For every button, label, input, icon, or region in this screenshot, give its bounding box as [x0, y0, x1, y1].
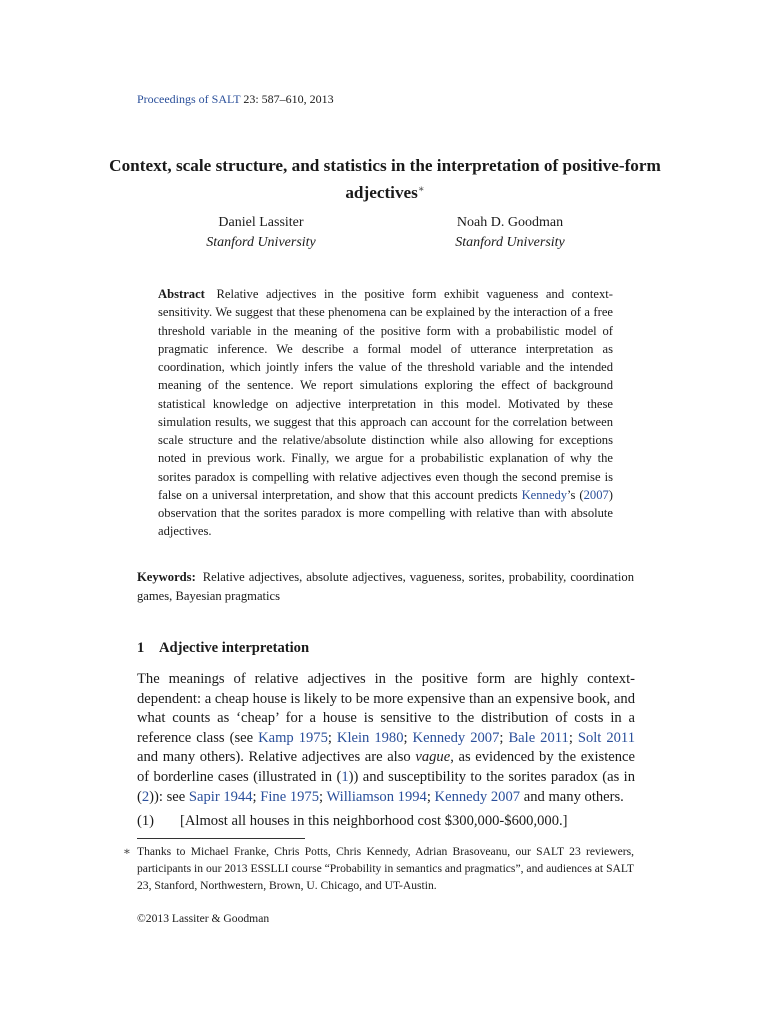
- footnote-divider: [137, 838, 305, 839]
- copyright-notice: ©2013 Lassiter & Goodman: [137, 912, 270, 925]
- abstract-text: ) observation that the sorites paradox is more compelling with relative than with absolute adjectives.: [158, 487, 613, 539]
- paper-title-text: Context, scale structure, and statistics in the interpretation of positive-form adjectives: [109, 156, 661, 202]
- citation-link[interactable]: Klein 1980: [336, 729, 404, 746]
- footnote: [123, 843, 634, 894]
- citation-link[interactable]: Sapir 1944: [188, 788, 253, 805]
- author-name: Daniel Lassiter: [218, 215, 304, 230]
- author-block-1: [131, 213, 391, 253]
- footnote-text: Thanks to Michael Franke, Chris Potts, Chris Kennedy, Adrian Brasoveanu, our SALT 23 reviewers, participants in our 2013 ESSLLI course “Probability in semantics and pragmatics”, and audiences at SALT 23, Stanford, Northwestern, Brown, U. Chicago, and UT-Austin.: [137, 845, 634, 892]
- emphasis: vague: [415, 749, 451, 766]
- author-affiliation: Stanford University: [455, 235, 565, 250]
- citation-link[interactable]: Bale 2011: [508, 729, 569, 746]
- citation-link[interactable]: Kennedy 2007: [434, 788, 521, 805]
- proceedings-details: 23: 587–610, 2013: [243, 92, 334, 106]
- body-paragraph: [137, 670, 635, 807]
- citation-link[interactable]: 2007: [583, 487, 609, 502]
- body-text: and many others). Relative adjectives are also: [137, 749, 416, 766]
- citation-link[interactable]: Kennedy: [521, 487, 568, 502]
- body-text: and many others.: [520, 788, 624, 805]
- keywords-text: Relative adjectives, absolute adjectives, vagueness, sorites, probability, coordination games, Bayesian pragmatics: [137, 570, 634, 603]
- abstract: [158, 285, 613, 541]
- body-text: ;: [319, 788, 327, 805]
- example-number: (1): [137, 813, 155, 829]
- abstract-label: Abstract: [158, 287, 205, 301]
- citation-link[interactable]: Fine 1975: [260, 788, 320, 805]
- citation-link[interactable]: Kamp 1975: [258, 729, 328, 746]
- keywords-label: Keywords:: [137, 570, 196, 584]
- proceedings-link[interactable]: Proceedings of SALT: [137, 92, 241, 106]
- keywords: [137, 568, 634, 605]
- example-text: [Almost all houses in this neighborhood cost $300,000-$600,000.]: [180, 813, 568, 829]
- paper-title: [100, 154, 670, 205]
- example-1: [137, 812, 635, 832]
- author-block-2: [380, 213, 640, 253]
- footnote-mark: ∗: [123, 845, 131, 858]
- body-text: ;: [568, 729, 578, 746]
- body-text: ;: [426, 788, 435, 805]
- body-text: )) and susceptibility to the sorites paradox (as in (: [137, 768, 636, 805]
- body-text: ;: [403, 729, 413, 746]
- body-text: ;: [499, 729, 509, 746]
- body-text: , as evidenced by the existence of borderline cases (illustrated in (: [137, 749, 635, 785]
- example-ref-link[interactable]: 1: [341, 768, 349, 785]
- section-title: Adjective interpretation: [159, 640, 310, 656]
- section-number: 1: [137, 640, 145, 656]
- body-text: The meanings of relative adjectives in the positive form are highly context-dependent: a cheap house is likely to be more expensive than an expensive book, and what counts as ‘cheap’ for a house is sensitive to the distribution of costs in a reference class (see: [137, 671, 635, 746]
- section-heading: [137, 640, 309, 657]
- body-text: )): see: [149, 788, 189, 805]
- body-text: ;: [327, 729, 337, 746]
- citation-link[interactable]: Kennedy 2007: [412, 729, 500, 746]
- author-name: Noah D. Goodman: [456, 215, 564, 230]
- title-footnote-mark[interactable]: ∗: [417, 184, 425, 195]
- proceedings-header: [137, 92, 334, 107]
- citation-link[interactable]: Solt 2011: [577, 729, 635, 746]
- author-affiliation: Stanford University: [206, 235, 316, 250]
- example-ref-link[interactable]: 2: [141, 788, 150, 805]
- citation-link[interactable]: Williamson 1994: [326, 788, 427, 805]
- body-text: ;: [252, 788, 261, 805]
- abstract-text: Relative adjectives in the positive form exhibit vagueness and context-sensitivity. We suggest that these phenomena can be explained by the interaction of a free threshold variable in the meaning of the positive form with a probabilistic model of pragmatic inference. We describe a formal model of utterance interpretation as coordination, which jointly infers the value of the threshold variable and the intended meaning of the sentence. We report simulations exploring the effect of background statistical knowledge on adjective interpretation in this model. Motivated by these simulation results, we suggest that this approach can account for the correlation between scale structure and the relative/absolute distinction while also allowing for exceptions noted in previous work. Finally, we argue for a probabilistic explanation of why the sorites paradox is compelling with relative adjectives even though the second premise is false on a universal interpretation, and show that this account predicts: [158, 287, 613, 502]
- abstract-text: ’s (: [567, 487, 584, 502]
